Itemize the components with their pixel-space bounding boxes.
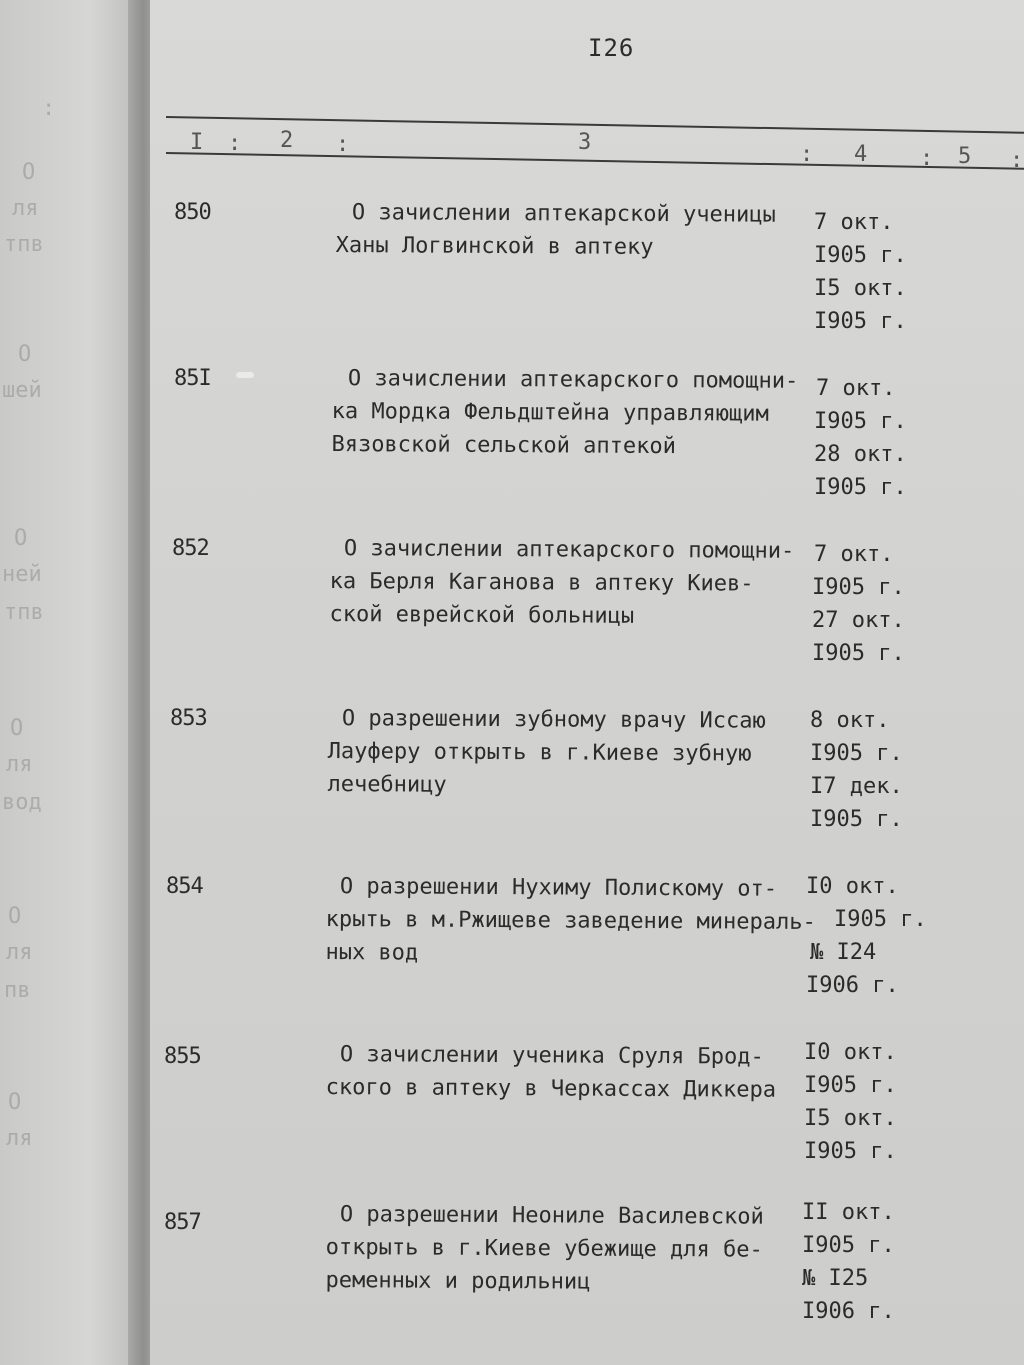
record-title-line: О зачислении аптекарского помощни- <box>347 366 799 394</box>
record-title <box>325 1198 763 1300</box>
record-date-line: I0 окт. <box>806 874 899 899</box>
record-title <box>326 1038 777 1107</box>
record-date-line: I905 г. <box>810 741 903 766</box>
record-date-line: I905 г. <box>802 1233 895 1258</box>
record-date-line: II окт. <box>802 1200 895 1225</box>
record-date-line: 28 окт. <box>814 442 907 467</box>
facing-page-bleed: тпв <box>4 600 44 625</box>
facing-page-bleed: ля <box>12 196 39 221</box>
header-col-5: 5 <box>958 144 972 169</box>
facing-page-bleed: О <box>14 526 28 551</box>
record-dates <box>812 538 905 670</box>
record-title-line: ременных и родильниц <box>325 1267 591 1295</box>
record-title-line: ка Мордка Фельдштейна управляющим <box>331 398 769 427</box>
record-date-line: № I24 <box>810 940 877 965</box>
record-title-line: ской еврейской больницы <box>329 601 635 629</box>
header-rule-top <box>166 116 1024 134</box>
record-title-line: Вязовской сельской аптекой <box>331 431 676 460</box>
record-title <box>327 702 765 804</box>
record-date-line: 27 окт. <box>812 608 905 633</box>
record-dates <box>806 870 927 1002</box>
record-date-line: I905 г. <box>814 243 907 268</box>
facing-page-bleed: вод <box>2 790 42 815</box>
record-date-line: I905 г. <box>812 641 905 666</box>
record-date-line: I905 г. <box>814 409 907 434</box>
record-title-line: О разрешении Нухиму Полискому от- <box>339 874 778 902</box>
record-number: 850 <box>174 200 211 225</box>
record-date-line: I5 окт. <box>804 1106 897 1131</box>
record-number: 854 <box>166 874 203 899</box>
record-date-line: I0 окт. <box>804 1040 897 1065</box>
record-date-line: I7 дек. <box>810 774 903 799</box>
facing-page-bleed: ля <box>6 940 33 965</box>
header-separator: : <box>920 146 934 171</box>
record-title-line: О разрешении Неониле Василевской <box>339 1202 764 1230</box>
facing-page-bleed: ля <box>6 752 33 777</box>
record-title-line: О зачислении ученика Сруля Брод- <box>339 1042 764 1070</box>
record-title <box>336 196 776 265</box>
record-title <box>329 532 794 634</box>
record-dates <box>802 1196 895 1328</box>
record-title-line: Лауферу открыть в г.Киеве зубную <box>327 738 752 767</box>
facing-page-bleed: ней <box>2 562 42 587</box>
record-date-line: 7 окт. <box>814 542 894 567</box>
record-title-line: ка Берля Каганова в аптеку Киев- <box>329 568 754 597</box>
record-title-line: лечебницу <box>327 771 447 798</box>
document-page <box>150 0 1024 1365</box>
record-title-line: ных вод <box>325 939 419 966</box>
record-date-line: 7 окт. <box>814 210 894 235</box>
record-title-line: О разрешении зубному врачу Иссаю <box>341 706 766 734</box>
record-date-line: I905 г. <box>834 907 927 932</box>
header-col-1: I <box>190 130 204 155</box>
header-separator: : <box>1010 148 1024 173</box>
paper-mark <box>236 372 254 378</box>
record-title <box>331 362 798 464</box>
record-date-line: I905 г. <box>810 807 903 832</box>
header-separator: : <box>800 142 814 167</box>
record-date-line: 8 окт. <box>810 708 890 733</box>
facing-page-bleed: шей <box>2 378 42 403</box>
record-title-line: ского в аптеку в Черкассах Диккера <box>325 1074 777 1103</box>
record-title-line: О зачислении аптекарской ученицы <box>351 200 776 228</box>
page-number: I26 <box>588 34 635 62</box>
facing-page-bleed: тпв <box>4 232 44 257</box>
facing-page-bleed: пв <box>4 978 31 1003</box>
record-date-line: I906 г. <box>806 973 899 998</box>
record-date-line: 7 окт. <box>816 376 896 401</box>
record-date-line: I905 г. <box>804 1073 897 1098</box>
header-rule-bottom <box>166 152 1024 170</box>
header-separator: : <box>228 131 242 156</box>
record-date-line: I905 г. <box>812 575 905 600</box>
record-number: 857 <box>164 1210 201 1235</box>
record-date-line: № I25 <box>802 1266 869 1291</box>
record-number: 853 <box>170 706 207 731</box>
record-date-line: I905 г. <box>804 1139 897 1164</box>
facing-page-bleed: О <box>18 342 32 367</box>
record-dates <box>810 704 903 836</box>
record-dates <box>804 1036 897 1168</box>
header-separator: : <box>336 132 350 157</box>
facing-page-bleed: О <box>22 160 36 185</box>
header-col-3: 3 <box>578 130 592 155</box>
header-col-2: 2 <box>280 128 294 153</box>
record-title <box>325 870 816 972</box>
record-dates <box>814 372 907 504</box>
facing-page-bleed: ля <box>6 1126 33 1151</box>
facing-page-bleed: : <box>42 96 56 121</box>
record-number: 855 <box>164 1044 201 1069</box>
record-dates <box>814 206 907 338</box>
record-date-line: I906 г. <box>802 1299 895 1324</box>
header-col-4: 4 <box>854 142 868 167</box>
record-title-line: крыть в м.Ржищеве заведение минераль- <box>325 906 816 935</box>
record-number: 85I <box>174 366 211 391</box>
record-date-line: I905 г. <box>814 309 907 334</box>
record-title-line: О зачислении аптекарского помощни- <box>343 536 795 564</box>
record-date-line: I5 окт. <box>814 276 907 301</box>
facing-page-bleed: О <box>8 904 22 929</box>
record-title-line: Ханы Логвинской в аптеку <box>335 232 654 260</box>
facing-page-bleed: О <box>10 716 24 741</box>
record-date-line: I905 г. <box>814 475 907 500</box>
record-title-line: открыть в г.Киеве убежище для бе- <box>325 1234 763 1263</box>
facing-page-bleed: О <box>8 1090 22 1115</box>
record-number: 852 <box>172 536 209 561</box>
